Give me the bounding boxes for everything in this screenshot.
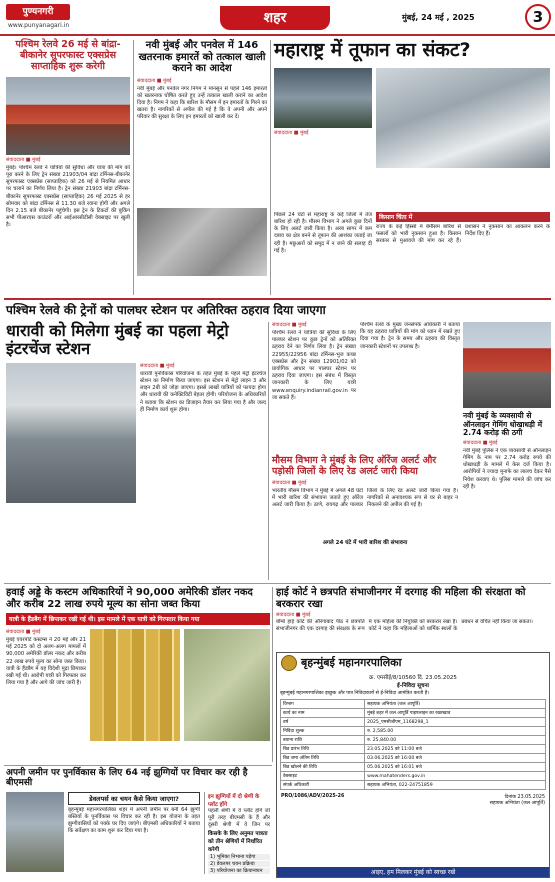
story-weather-alert — [272, 456, 458, 580]
palghar-train-photo — [463, 322, 551, 408]
sidebar-list-item: 1) भूमिका निभाना पड़ेगा — [208, 854, 270, 860]
tender-row — [281, 709, 546, 718]
tender-field: बिड खोलने की तिथि — [281, 763, 365, 772]
story-customs-seizure — [6, 587, 270, 762]
notice-type: ई-निविदा सूचना — [397, 683, 429, 689]
tender-value: रु. 2,585.00 — [365, 727, 546, 736]
article-body: भारतीय मौसम विभाग ने मुंबई में अगले 48 घंटों में भारी बारिश की संभावना जताते हुए ऑरेंज अलर्ट जारी किया है। ठाणे, रायगढ़ और पालघर जिलों के लिए रेड अलर्ट जारी किया गया है। नागरिकों से अनावश्यक रूप से घर से बाहर न निकलने की अपील की गई है। — [272, 487, 458, 509]
gold-bars-photo — [90, 629, 180, 741]
tender-field: कार्य का नाम — [281, 709, 365, 718]
newspaper-logo: पुण्यनगरी — [6, 4, 70, 20]
tender-value: 03.06.2025 को 16:00 बजे — [365, 754, 546, 763]
storm-photo-large — [376, 68, 550, 168]
sidebar-body: पहली श्रेणी में वे प्लॉट होंगे जो पूरी तरह बीएमसी के हैं और दूसरी श्रेणी में वे जिन पर — [208, 807, 270, 828]
tender-field: बिड प्रारंभ तिथि — [281, 745, 365, 754]
article-body-continued: राज्य के कई हिस्सों में बेमौसम बारिश से फसलों को भारी नुकसान हुआ है। किसान सरकार से मुआवजे की मांग कर रहे हैं। प्रशासन ने नुकसान का आकलन करने के निर्देश दिए हैं। — [376, 223, 550, 245]
tender-value: www.mahatenders.gov.in — [365, 772, 546, 781]
article-body: नवी मुंबई पुलिस ने एक व्यवसायी से ऑनलाइन गेमिंग के नाम पर 2.74 करोड़ रुपये की धोखाधड़ी के मामले में केस दर्ज किया है। आरोपियों ने ज्यादा मुनाफे का लालच देकर पैसे निवेश करवाए थे। पुलिस मामले की जांच कर रही है। — [463, 447, 551, 490]
tender-row — [281, 736, 546, 745]
tender-row — [281, 763, 546, 772]
website-url: www.punyanagari.in — [8, 22, 70, 29]
article-body: मुंबई। पश्चिम रेलवे ने यात्रियों की सुविधा और यात्रा की मांग को पूरा करने के लिए ट्रेन संख्या 21903/04 बांद्रा टर्मिनस-बीकानेर सुपरफास्ट एक्सप्रेस (साप्ताहिक) को 26 मई से नियमित आधार पर चलाने का निर्णय लिया है। ट्रेन संख्या 21903 बांद्रा टर्मिनस-बीकानेर सुपरफास्ट एक्सप्रेस (साप्ताहिक) 26 मई 2025 से हर सोमवार को बांद्रा टर्मिनस से 11.30 बजे रवाना होगी और अगले दिन 2.15 बजे बीकानेर पहुंचेगी। इस ट्रेन के टिकटों की बुकिंग सभी पीआरएस काउंटरों और आईआरसीटीसी वेबसाइट पर खुली है। — [6, 164, 130, 229]
train-photo — [6, 77, 130, 155]
tender-value: 23.05.2025 को 11:00 बजे — [365, 745, 546, 754]
row-divider — [4, 298, 551, 300]
notice-reference: क्र. एमसीई/8/10560 दि. 23.05.2025 — [369, 675, 457, 681]
tender-row — [281, 754, 546, 763]
pro-code: PRO/1086/ADV/2025-26 — [281, 794, 345, 799]
headline: पश्चिम रेलवे 26 मई से बांद्रा-बीकानेर सुपरफास्ट एक्सप्रेस साप्ताहिक शुरू करेगी — [15, 39, 121, 72]
bmc-tender-notice — [276, 652, 550, 878]
headline: नवी मुंबई और पनवेल में 146 खतरनाक इमारतें को तत्काल खाली कराने का आदेश — [138, 40, 266, 74]
byline: संवाददाता ■ मुंबई — [274, 129, 309, 136]
sidebar-list — [208, 854, 270, 874]
story-slum-redevelopment — [6, 768, 270, 878]
subheading: अगले 24 घंटे में भारी बारिश की संभावना — [322, 539, 408, 546]
storm-photo-small — [274, 68, 372, 128]
headline: महाराष्ट्र में तूफान का संकट? — [274, 39, 471, 61]
column-divider — [133, 40, 134, 295]
byline: संवाददाता ■ मुंबई — [276, 612, 311, 618]
tender-row — [281, 727, 546, 736]
byline: संवाददाता ■ मुंबई — [6, 629, 41, 635]
headline: हवाई अड्डे के कस्टम अधिकारियों ने 90,000 अमेरिकी डॉलर नकद और करीब 22 लाख रुपये मूल्य का सोना जब्त किया — [6, 587, 253, 610]
section-title: शहर — [220, 6, 330, 30]
page-number: 3 — [525, 4, 551, 30]
row-divider — [4, 765, 272, 766]
column-divider — [270, 40, 271, 295]
column-divider — [272, 587, 273, 762]
strapline: यात्री के हैंडबैग में छिपाकर रखी गई थी। इस मामले में एक यात्री को गिरफ्तार किया गया — [6, 613, 270, 625]
tender-field: निविदा शुल्क — [281, 727, 365, 736]
notice-intro: बृहन्मुंबई महानगरपालिका इच्छुक और पात्र निविदाकारों से ई-निविदा आमंत्रित करती है। — [280, 691, 430, 696]
bmc-emblem-icon — [281, 655, 297, 671]
tender-value: सहायक अभियंता (जल आपूर्ति) — [365, 700, 546, 709]
notice-title: बृहन्मुंबई महानगरपालिका — [301, 655, 402, 669]
building-photo — [137, 208, 267, 276]
subheading: डेवलपर्स का चयन कैसे किया जाएगा? — [68, 792, 200, 805]
headline: धारावी को मिलेगा मुंबई का पहला मेट्रो इंटरचेंज स्टेशन — [6, 321, 229, 359]
notice-slogan: आइए, हम मिलकर मुंबई को स्वच्छ रखें — [277, 867, 549, 877]
story-palghar-continued — [360, 322, 460, 452]
subheading: किसान चिंता में — [376, 212, 550, 222]
metro-photo — [6, 363, 136, 503]
headline: मौसम विभाग ने मुंबई के लिए ऑरेंज अलर्ट और पड़ोसी जिलों के लिए रेड अलर्ट जारी किया — [272, 455, 437, 477]
article-body: नवी मुंबई और पनवेल नगर निगम ने मानसून से पहले 146 इमारतों को खतरनाक घोषित करते हुए उन्हें तत्काल खाली कराने का आदेश दिया है। निगम ने कहा कि बारिश के मौसम में इन इमारतों के गिरने का खतरा है। नागरिकों से अपील की गई है कि वे अपनी और अपने परिवार की सुरक्षा के लिए इन इमारतों को खाली कर दें। — [137, 85, 267, 121]
article-body-continued: पश्चिम रेलवे के मुख्य जनसंपर्क अधिकारी ने बताया कि यह ठहराव यात्रियों की मांग को ध्यान में रखते हुए दिया गया है। ट्रेन के समय और ठहराव की विस्तृत जानकारी स्टेशनों पर उपलब्ध है। — [360, 322, 460, 350]
tender-field: वर्ष — [281, 718, 365, 727]
story-gaming-fraud — [463, 412, 551, 580]
article-body: मुंबई एयरपोर्ट कस्टम्स ने 20 मई और 21 मई 2025 को दो अलग-अलग मामलों में 90,000 अमेरिकी डॉलर नकद और करीब 22 लाख रुपये मूल्य का सोना जब्त किया। यात्री के हैंडबैग में यह विदेशी मुद्रा छिपाकर रखी गई थी। आरोपी यात्री को गिरफ्तार कर लिया गया है और आगे की जांच जारी है। — [6, 637, 86, 687]
tender-value: मुंबई शहर में जल आपूर्ति पाइपलाइन का रखरखाव — [365, 709, 546, 718]
headline: अपनी जमीन पर पुनर्विकास के लिए 64 नई झुग्गियों पर विचार कर रही है बीएमसी — [6, 768, 248, 789]
headline: हाई कोर्ट ने छत्रपति संभाजीनगर में दरगाह की महिला की संरक्षता को बरकरार रखा — [276, 587, 526, 610]
signature: सहायक अभियंता (जल आपूर्ति) — [489, 801, 545, 806]
byline: संवाददाता ■ मुंबई — [463, 439, 498, 446]
article-body: पश्चिम रेलवे ने यात्रियों की सुविधा के लिए पालघर स्टेशन पर कुछ ट्रेनों को अतिरिक्त ठहराव देने का निर्णय लिया है। ट्रेन संख्या 22955/22956 बांद्रा टर्मिनस-भुज कच्छ एक्सप्रेस और ट्रेन संख्या 12901/02 को प्रायोगिक आधार पर पालघर स्टेशन पर ठहराव दिया जाएगा। इस संबंध में विस्तृत जानकारी के लिए यात्री www.enquiry.indianrail.gov.in पर जा सकते हैं। — [272, 330, 356, 401]
story-palghar-body — [272, 322, 356, 452]
issue-date: मुंबई, 24 मई , 2025 — [402, 13, 475, 22]
byline: संवाददाता ■ मुंबई — [6, 156, 41, 163]
row-divider — [4, 583, 551, 584]
sidebar-question: किसके के लिए अनुमत पात्रता को तीन श्रेणियों में निर्धारित करेगी — [208, 830, 268, 853]
tender-field: संपर्क अधिकारी — [281, 781, 365, 790]
byline: संवाददाता ■ मुंबई — [272, 479, 307, 486]
headline-palghar: पश्चिम रेलवे की ट्रेनों को पालघर स्टेशन पर अतिरिक्त ठहराव दिया जाएगा — [6, 303, 326, 317]
tender-value: रु. 25,840.00 — [365, 736, 546, 745]
tender-row — [281, 745, 546, 754]
article-body: पिछले 24 घंटों से महाराष्ट्र के कई जिलों में तेज बारिश हो रही है। मौसम विभाग ने अगले कुछ दिनों के लिए अलर्ट जारी किया है। अरब सागर में कम दबाव का क्षेत्र बनने से तूफान की आशंका जताई जा रही है। मछुआरों को समुद्र में न जाने की सलाह दी गई है। — [274, 211, 372, 254]
article-body: बृहन्मुंबई महानगरपालिका शहर में अपनी जमीन पर बनी 64 झुग्गी बस्तियों के पुनर्विकास पर विचार कर रही है। इस योजना के तहत झुग्गीवासियों को पक्के घर दिए जाएंगे। बीएमसी अधिकारियों ने बताया कि सर्वेक्षण का काम शुरू कर दिया गया है। — [68, 806, 200, 835]
story-storm — [274, 40, 550, 295]
signature-date: दिनांक 23.05.2025 — [504, 795, 545, 800]
article-body: बॉम्बे हाई कोर्ट की औरंगाबाद पीठ ने छत्रपति संभाजीनगर की एक दरगाह की संरक्षक के रूप में एक महिला की नियुक्ति को बरकरार रखा है। कोर्ट ने कहा कि महिलाओं को धार्मिक स्थलों के प्रबंधन से वंचित नहीं किया जा सकता। — [276, 619, 533, 633]
tender-row — [281, 781, 546, 790]
column-divider — [268, 322, 269, 580]
tender-row — [281, 772, 546, 781]
tender-row — [281, 718, 546, 727]
tender-value: 2025_एमसीजीएम_1168298_1 — [365, 718, 546, 727]
article-body: धारावी पुनर्विकास परियोजना के तहत मुंबई के पहले मेट्रो इंटरचेंज स्टेशन का निर्माण किया जाएगा। इस स्टेशन से मेट्रो लाइन 3 और लाइन 2बी को जोड़ा जाएगा। इससे लाखों यात्रियों को फायदा होगा और धारावी की कनेक्टिविटी बेहतर होगी। परियोजना के अधिकारियों ने बताया कि स्टेशन का डिजाइन तैयार कर लिया गया है और जल्द ही निर्माण कार्य शुरू होगा। — [140, 370, 266, 413]
tender-field: वेबसाइट — [281, 772, 365, 781]
story-dangerous-buildings — [137, 40, 267, 295]
story-dharavi-metro — [6, 322, 266, 580]
sidebar-list-item: 3) परियोजना का क्रियान्वयन — [208, 868, 270, 874]
slum-photo — [6, 792, 64, 872]
tender-field: बयाना राशि — [281, 736, 365, 745]
tender-row — [281, 700, 546, 709]
tender-value: 05.06.2025 को 16:01 बजे — [365, 763, 546, 772]
headline: नवी मुंबई के व्यवसायी से ऑनलाइन गेमिंग धोखाधड़ी में 2.74 करोड़ की ठगी — [463, 411, 543, 438]
tender-value: सहायक अभियंता, 022-24751859 — [365, 781, 546, 790]
tender-field: बिड जमा अंतिम तिथि — [281, 754, 365, 763]
sidebar-title: इन झुग्गियों में दो श्रेणी के प्लॉट होंगे — [208, 793, 260, 808]
byline: संवाददाता ■ मुंबई — [137, 77, 172, 84]
sidebar-list-item: 2) डेवलपर चयन प्रक्रिया — [208, 861, 270, 867]
byline: संवाददाता ■ मुंबई — [140, 362, 175, 369]
currency-photo — [184, 629, 270, 741]
tender-field: विभाग — [281, 700, 365, 709]
story-high-court — [276, 587, 550, 647]
byline: संवाददाता ■ मुंबई — [272, 322, 307, 328]
tender-table — [280, 699, 546, 790]
story-bandra-bikaner — [6, 40, 130, 295]
